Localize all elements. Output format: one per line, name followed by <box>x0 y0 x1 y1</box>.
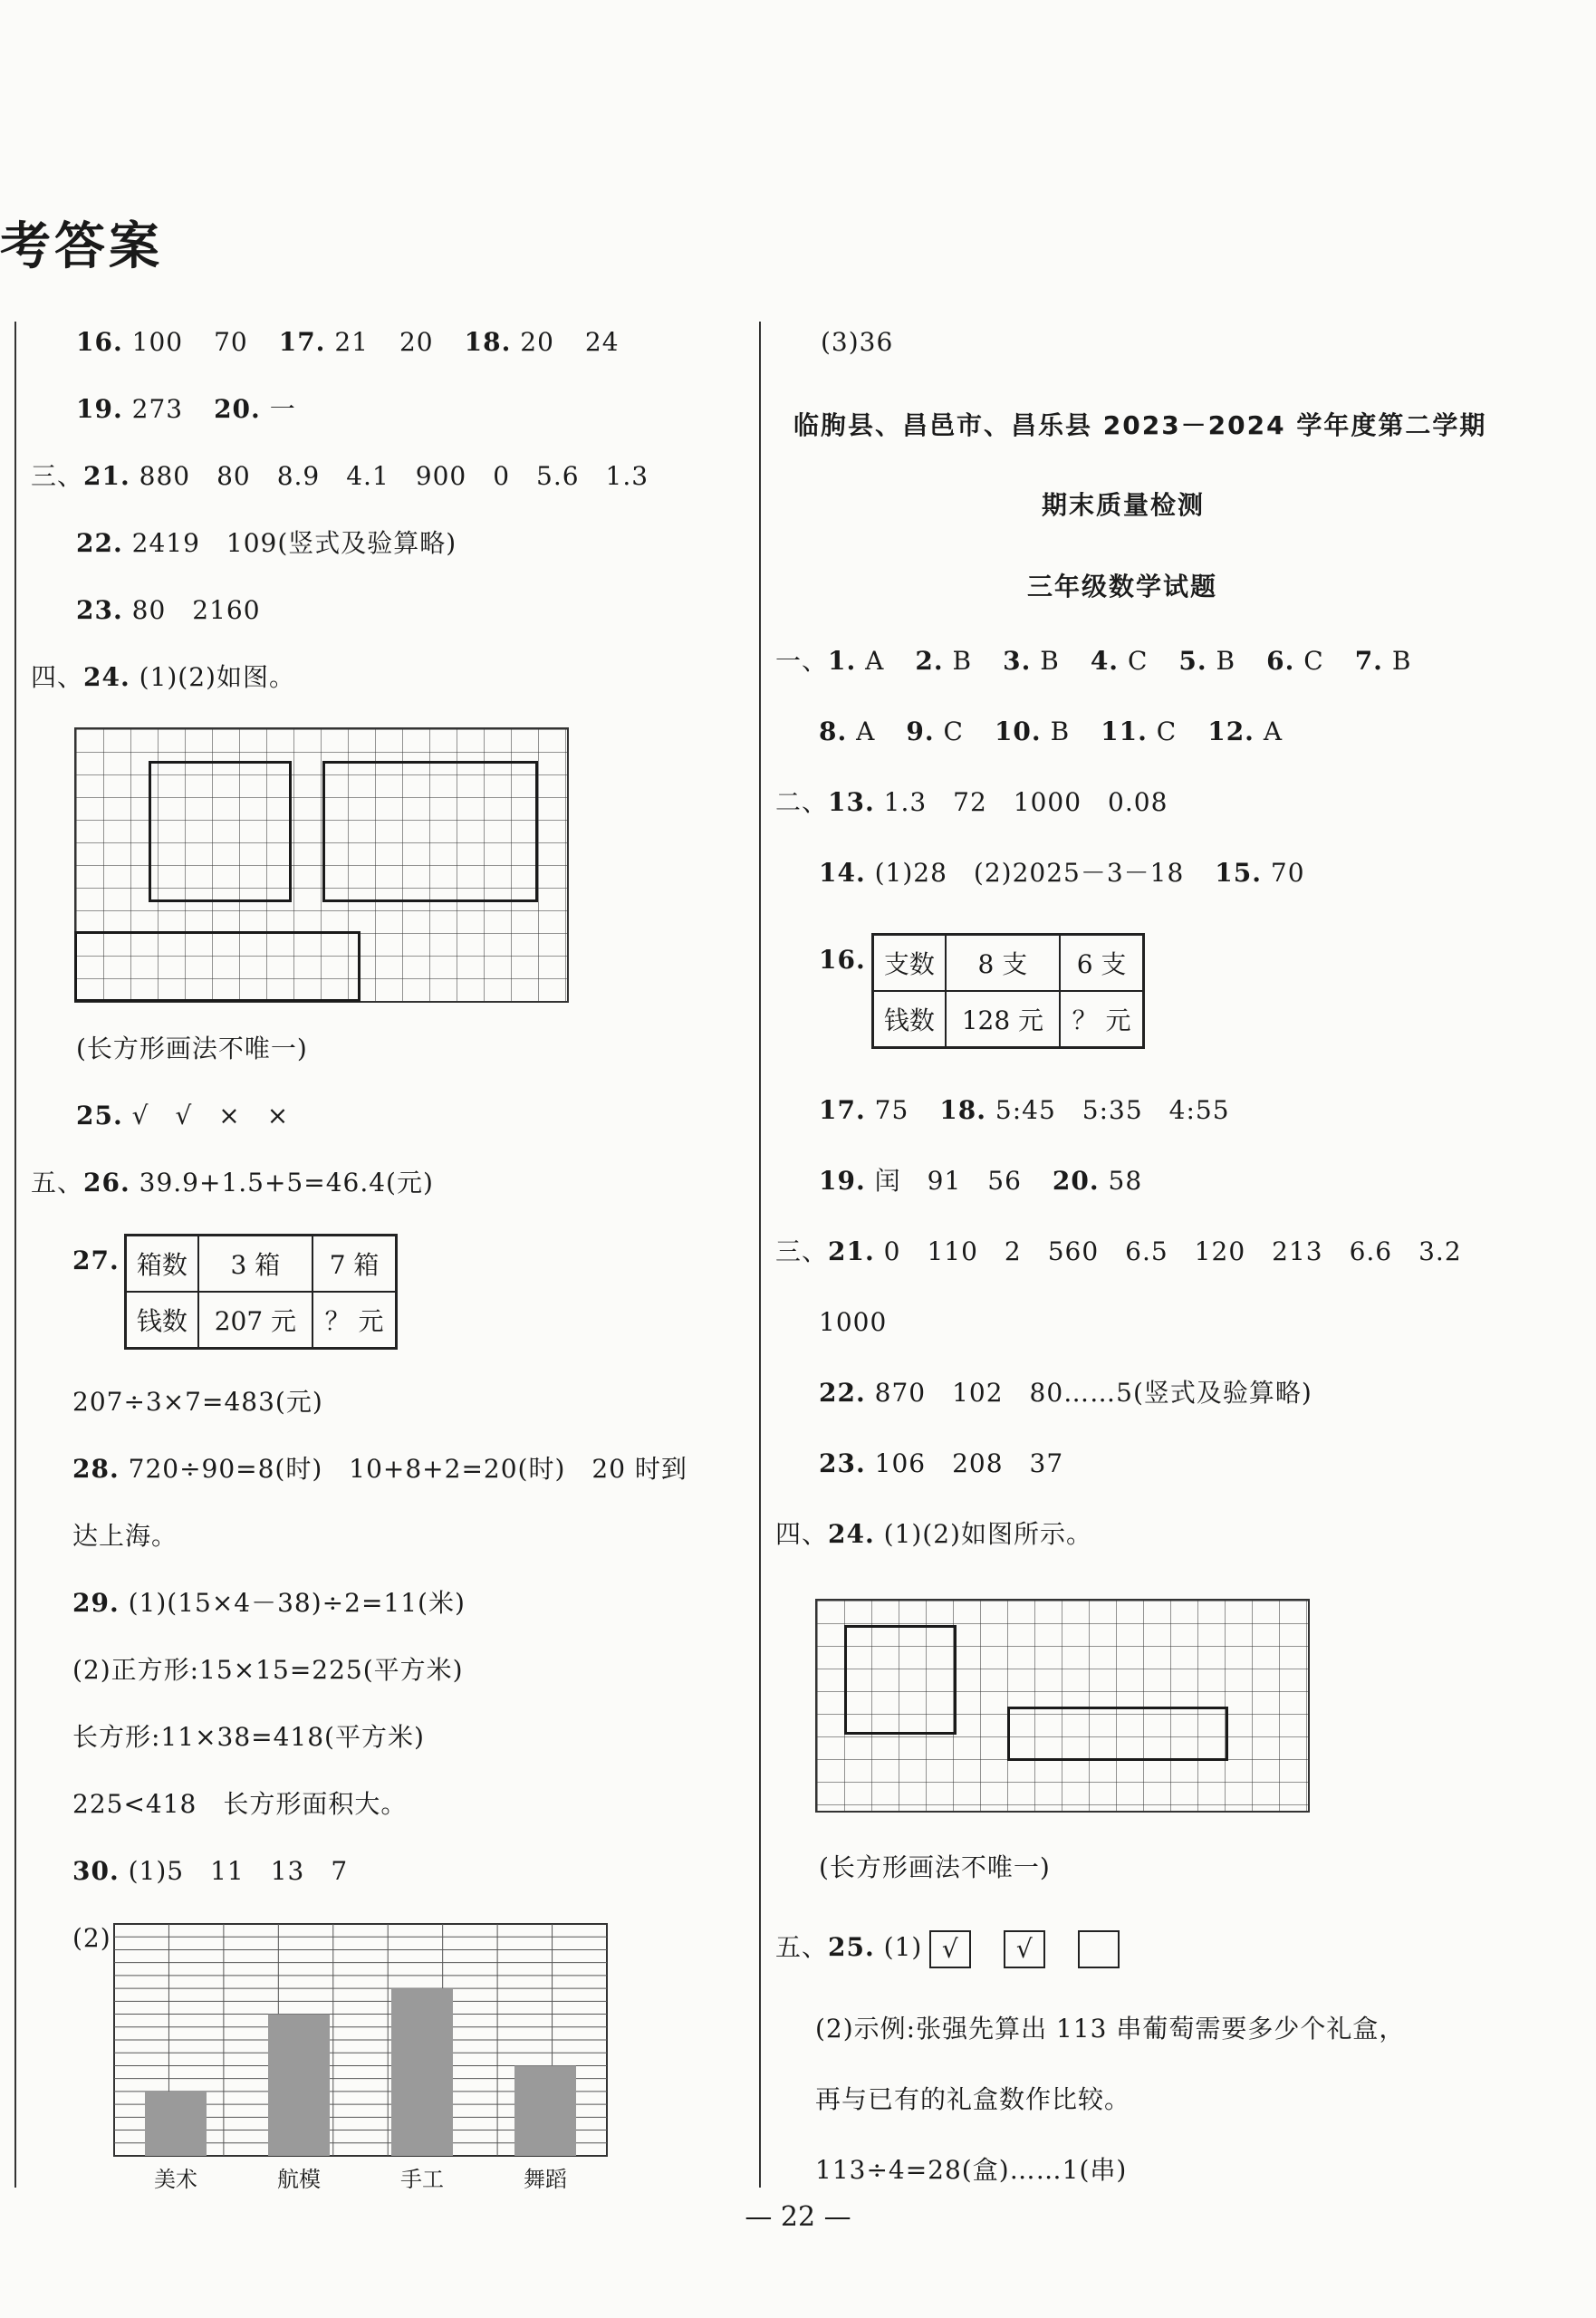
answer-29-4: 225<418 长方形面积大。 <box>72 1789 408 1819</box>
square-shape <box>844 1625 957 1735</box>
answer-25: 25. √ √ × × <box>76 1101 290 1130</box>
note-24-right: (长方形画法不唯一) <box>819 1852 1051 1882</box>
table-cell: 箱数 <box>126 1236 198 1293</box>
table-row <box>126 1292 397 1349</box>
table-row <box>873 935 1144 992</box>
answer-29: 29. (1)(15×4－38)÷2=11(米) <box>72 1588 466 1618</box>
answer-26: 五、26. 39.9+1.5+5=46.4(元) <box>31 1168 434 1197</box>
answer-1-7: 一、1. A 2. B 3. B 4. C 5. B 6. C 7. B <box>775 646 1412 676</box>
answer-21-right-cont: 1000 <box>819 1307 888 1337</box>
rectangle-shape <box>322 761 538 902</box>
answer-28: 28. 720÷90=8(时) 10+8+2=20(时) 20 时到 <box>72 1454 687 1484</box>
table-16 <box>871 933 1145 1049</box>
answer-21: 三、21. 880 80 8.9 4.1 900 0 5.6 1.3 <box>31 461 649 491</box>
rectangle-shape-long <box>74 931 361 1002</box>
table-cell: 7 箱 <box>312 1236 396 1293</box>
bar-手工 <box>391 1988 453 2156</box>
answer-29-3: 长方形:11×38=418(平方米) <box>72 1722 425 1752</box>
x-tick-label: 手工 <box>400 2167 444 2192</box>
answer-23-right: 23. 106 208 37 <box>819 1448 1064 1478</box>
table-cell: 支数 <box>873 935 946 992</box>
answer-17-18: 17. 75 18. 5:45 5:35 4:55 <box>819 1095 1230 1125</box>
answer-14-15: 14. (1)28 (2)2025－3－18 15. 70 <box>819 858 1305 888</box>
answer-30-2: (2) <box>72 1923 111 1953</box>
answer-13: 二、13. 1.3 72 1000 0.08 <box>775 787 1168 817</box>
answer-25-right: 五、25. (1) √ √ <box>775 1929 1127 1968</box>
x-tick-label: 舞蹈 <box>524 2167 567 2192</box>
bar-chart <box>109 1919 616 2199</box>
table-27 <box>124 1234 398 1350</box>
checkbox-3 <box>1078 1930 1120 1968</box>
answer-19-20: 19. 273 20. 一 <box>76 394 296 424</box>
checkbox-2: √ <box>1004 1930 1045 1968</box>
table-cell: 钱数 <box>126 1292 198 1349</box>
answer-25-2: (2)示例:张强先算出 113 串葡萄需要多少个礼盒， <box>815 2014 1406 2044</box>
answer-29-2: (2)正方形:15×15=225(平方米) <box>72 1655 464 1685</box>
table-cell: 3 箱 <box>198 1236 313 1293</box>
table-cell: ？ 元 <box>312 1292 396 1349</box>
answer-22-right: 22. 870 102 80……5(竖式及验算略) <box>819 1378 1312 1408</box>
rectangle-shape <box>1007 1707 1228 1761</box>
checkbox-1: √ <box>929 1930 971 1968</box>
bar-美术 <box>145 2092 207 2156</box>
answer-16-18: 16. 100 70 17. 21 20 18. 20 24 <box>76 327 620 357</box>
table-row <box>873 991 1144 1048</box>
table-cell: 钱数 <box>873 991 946 1048</box>
x-tick-label: 航模 <box>277 2167 321 2192</box>
table-cell: 207 元 <box>198 1292 313 1349</box>
bar-航模 <box>268 2015 330 2156</box>
table-row <box>126 1236 397 1293</box>
grid-figure-right <box>815 1599 1310 1813</box>
answer-3-36: (3)36 <box>821 327 894 357</box>
left-margin-rule <box>14 322 16 2188</box>
table-cell: 6 支 <box>1060 935 1143 992</box>
table-cell: ？ 元 <box>1060 991 1143 1048</box>
exam-subject: 三年级数学试题 <box>1027 572 1218 601</box>
square-shape <box>149 761 292 902</box>
answer-23: 23. 80 2160 <box>76 595 261 625</box>
answer-21-right: 三、21. 0 110 2 560 6.5 120 213 6.6 3.2 <box>775 1236 1462 1266</box>
question-27-number: 27. <box>72 1246 120 1275</box>
answer-25-3: 再与已有的礼盒数作比较。 <box>815 2084 1131 2114</box>
table-cell: 128 元 <box>946 991 1061 1048</box>
answer-25-4: 113÷4=28(盒)……1(串) <box>815 2155 1128 2185</box>
bar-舞蹈 <box>514 2065 576 2156</box>
table-cell: 8 支 <box>946 935 1061 992</box>
answer-19-20-right: 19. 闰 91 56 20. 58 <box>819 1166 1143 1196</box>
page-number: — 22 — <box>745 2201 851 2233</box>
x-tick-label: 美术 <box>154 2167 197 2192</box>
exam-heading: 临朐县、昌邑市、昌乐县 2023－2024 学年度第二学期 <box>793 410 1487 440</box>
answer-27-calc: 207÷3×7=483(元) <box>72 1387 323 1417</box>
note-24: (长方形画法不唯一) <box>76 1034 308 1063</box>
grid-figure-left <box>74 727 569 1003</box>
column-divider <box>759 322 761 2188</box>
answer-30: 30. (1)5 11 13 7 <box>72 1856 349 1886</box>
question-16-number: 16. <box>819 945 866 975</box>
page-title: 考答案 <box>0 217 163 276</box>
answer-28-cont: 达上海。 <box>72 1521 178 1551</box>
answer-8-12: 8. A 9. C 10. B 11. C 12. A <box>819 717 1284 746</box>
answer-24: 四、24. (1)(2)如图。 <box>31 662 295 692</box>
answer-24-right: 四、24. (1)(2)如图所示。 <box>775 1519 1092 1549</box>
exam-subheading: 期末质量检测 <box>1042 490 1206 520</box>
answer-22: 22. 2419 109(竖式及验算略) <box>76 528 457 558</box>
